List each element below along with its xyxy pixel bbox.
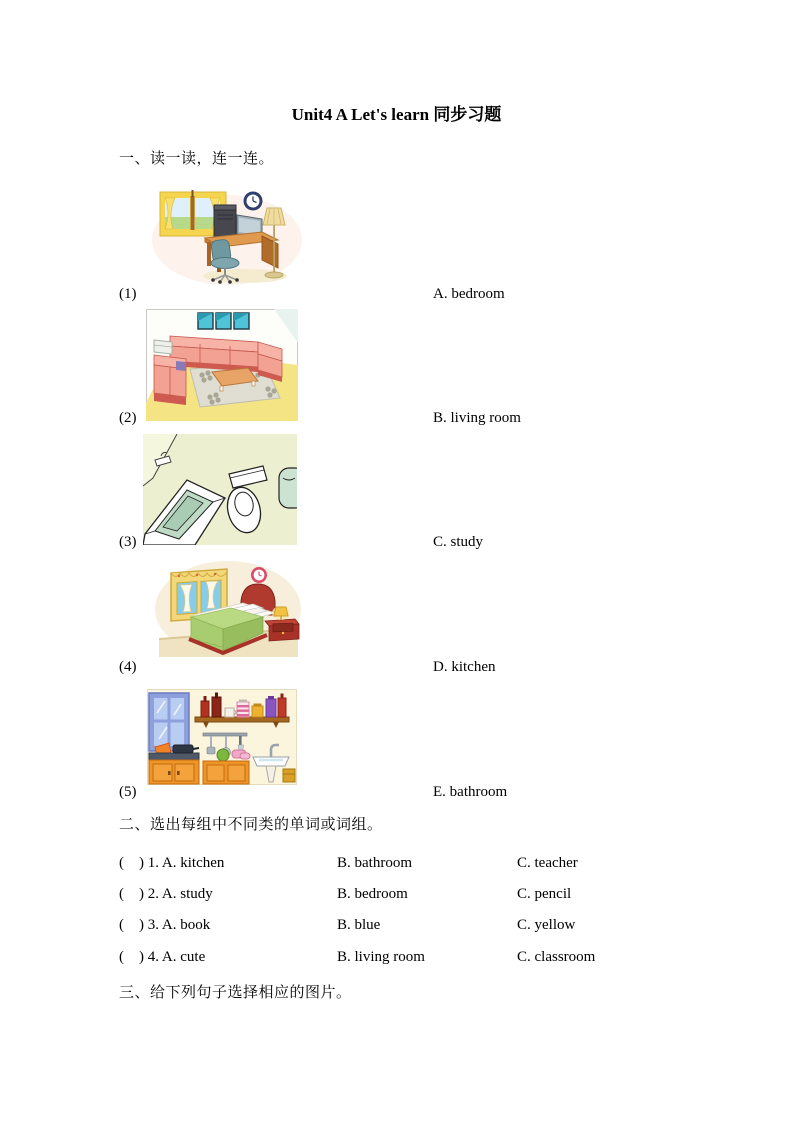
window-icon (198, 313, 249, 329)
q3-col-c: C. yellow (517, 917, 576, 933)
bedroom-image (155, 559, 302, 660)
item3-number: (3) (119, 534, 137, 550)
item1-option: A. bedroom (433, 286, 505, 302)
q4-col-a: ( ) 4. A. cute (119, 949, 206, 965)
kitchen-image (147, 689, 297, 785)
item5-number: (5) (119, 784, 137, 800)
item4-option: D. kitchen (433, 659, 496, 675)
section3-heading: 三、给下列句子选择相应的图片。 (119, 985, 352, 1001)
q1-col-a: ( ) 1. A. kitchen (119, 855, 225, 871)
nightstand-icon (265, 619, 299, 641)
side-table-icon (154, 340, 172, 354)
q4-col-b: B. living room (337, 949, 425, 965)
item1-number: (1) (119, 286, 137, 302)
study-room-illustration (150, 188, 305, 288)
item3-option: C. study (433, 534, 484, 550)
kitchen-illustration (147, 689, 297, 785)
q3-col-a: ( ) 3. A. book (119, 917, 211, 933)
item2-number: (2) (119, 410, 137, 426)
sofa-cushion (176, 361, 186, 371)
q2-col-a: ( ) 2. A. study (119, 886, 213, 902)
section1-heading: 一、读一读，连一连。 (119, 151, 275, 167)
q1-col-b: B. bathroom (337, 855, 412, 871)
q2-col-c: C. pencil (517, 886, 572, 902)
living-room-illustration (146, 309, 298, 421)
q4-col-c: C. classroom (517, 949, 596, 965)
item5-option: E. bathroom (433, 784, 508, 800)
bathroom-illustration (143, 434, 297, 545)
item4-number: (4) (119, 659, 137, 675)
bedroom-illustration (155, 559, 302, 660)
item2-option: B. living room (433, 410, 521, 426)
q1-col-c: C. teacher (517, 855, 578, 871)
page-title: Unit4 A Let's learn 同步习题 (291, 105, 502, 124)
window-icon (149, 693, 189, 751)
q2-col-b: B. bedroom (337, 886, 408, 902)
wall-clock-icon (251, 567, 267, 583)
q3-col-b: B. blue (337, 917, 381, 933)
table-lamp-icon (272, 606, 290, 620)
wall-clock-icon (244, 192, 263, 211)
living-room-image (146, 309, 298, 421)
section2-heading: 二、选出每组中不同类的单词或词组。 (119, 817, 383, 833)
study-room-image (150, 188, 305, 288)
sink-icon (279, 468, 297, 508)
bathroom-image (143, 434, 297, 545)
